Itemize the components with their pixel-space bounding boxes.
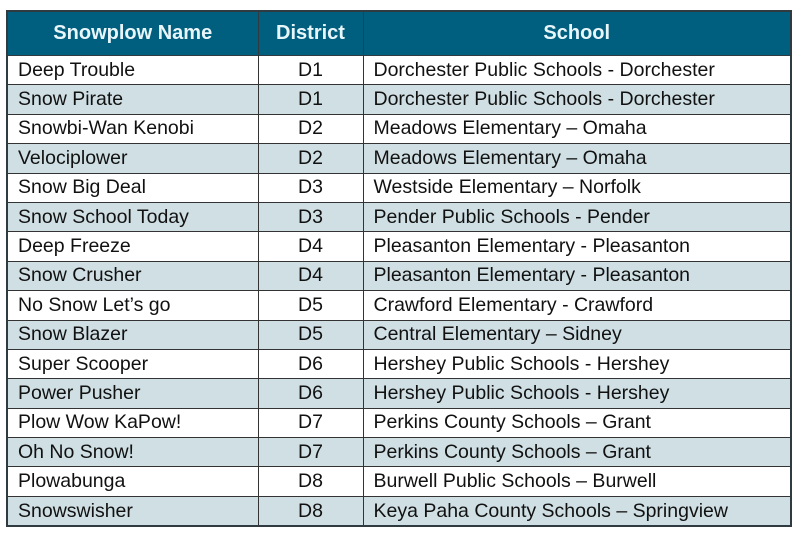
district-cell: D2	[258, 114, 363, 143]
school-cell: Westside Elementary – Norfolk	[363, 173, 791, 202]
column-header-district: District	[258, 11, 363, 56]
table-row	[7, 496, 791, 526]
table-row	[7, 56, 791, 85]
table-row	[7, 438, 791, 467]
snowplow-name-cell: Snowbi-Wan Kenobi	[7, 114, 258, 143]
table-row	[7, 349, 791, 378]
table-header-row	[7, 11, 791, 56]
district-cell: D7	[258, 408, 363, 437]
district-cell: D7	[258, 438, 363, 467]
snowplow-name-cell: Power Pusher	[7, 379, 258, 408]
table-row	[7, 291, 791, 320]
school-cell: Pender Public Schools - Pender	[363, 202, 791, 231]
district-cell: D1	[258, 85, 363, 114]
district-cell: D6	[258, 349, 363, 378]
table-row	[7, 85, 791, 114]
snowplow-name-cell: Super Scooper	[7, 349, 258, 378]
snowplow-name-cell: Deep Freeze	[7, 232, 258, 261]
table-row	[7, 261, 791, 290]
school-cell: Central Elementary – Sidney	[363, 320, 791, 349]
school-cell: Meadows Elementary – Omaha	[363, 114, 791, 143]
table-row	[7, 173, 791, 202]
table-row	[7, 144, 791, 173]
school-cell: Perkins County Schools – Grant	[363, 408, 791, 437]
district-cell: D4	[258, 261, 363, 290]
snowplow-name-cell: Snow Pirate	[7, 85, 258, 114]
table-row	[7, 114, 791, 143]
snowplow-name-cell: Snowswisher	[7, 496, 258, 526]
district-cell: D1	[258, 56, 363, 85]
school-cell: Hershey Public Schools - Hershey	[363, 349, 791, 378]
school-cell: Dorchester Public Schools - Dorchester	[363, 56, 791, 85]
district-cell: D5	[258, 320, 363, 349]
district-cell: D3	[258, 173, 363, 202]
snowplow-name-cell: Velociplower	[7, 144, 258, 173]
table-row	[7, 232, 791, 261]
column-header-snowplow-name: Snowplow Name	[7, 11, 258, 56]
snowplow-name-cell: Snow Crusher	[7, 261, 258, 290]
district-cell: D5	[258, 291, 363, 320]
district-cell: D2	[258, 144, 363, 173]
school-cell: Pleasanton Elementary - Pleasanton	[363, 232, 791, 261]
table-row	[7, 408, 791, 437]
snowplow-name-cell: Deep Trouble	[7, 56, 258, 85]
district-cell: D6	[258, 379, 363, 408]
school-cell: Crawford Elementary - Crawford	[363, 291, 791, 320]
school-cell: Perkins County Schools – Grant	[363, 438, 791, 467]
snowplow-name-cell: Plowabunga	[7, 467, 258, 496]
snowplow-name-cell: Plow Wow KaPow!	[7, 408, 258, 437]
column-header-school: School	[363, 11, 791, 56]
snowplow-name-cell: Snow School Today	[7, 202, 258, 231]
school-cell: Keya Paha County Schools – Springview	[363, 496, 791, 526]
school-cell: Dorchester Public Schools - Dorchester	[363, 85, 791, 114]
table-row	[7, 202, 791, 231]
snowplow-name-cell: No Snow Let’s go	[7, 291, 258, 320]
district-cell: D8	[258, 467, 363, 496]
school-cell: Burwell Public Schools – Burwell	[363, 467, 791, 496]
school-cell: Hershey Public Schools - Hershey	[363, 379, 791, 408]
table-row	[7, 379, 791, 408]
district-cell: D8	[258, 496, 363, 526]
district-cell: D3	[258, 202, 363, 231]
table-row	[7, 320, 791, 349]
snowplow-name-cell: Snow Blazer	[7, 320, 258, 349]
snowplow-table	[6, 10, 792, 527]
district-cell: D4	[258, 232, 363, 261]
table-row	[7, 467, 791, 496]
snowplow-name-cell: Oh No Snow!	[7, 438, 258, 467]
school-cell: Meadows Elementary – Omaha	[363, 144, 791, 173]
school-cell: Pleasanton Elementary - Pleasanton	[363, 261, 791, 290]
snowplow-name-cell: Snow Big Deal	[7, 173, 258, 202]
